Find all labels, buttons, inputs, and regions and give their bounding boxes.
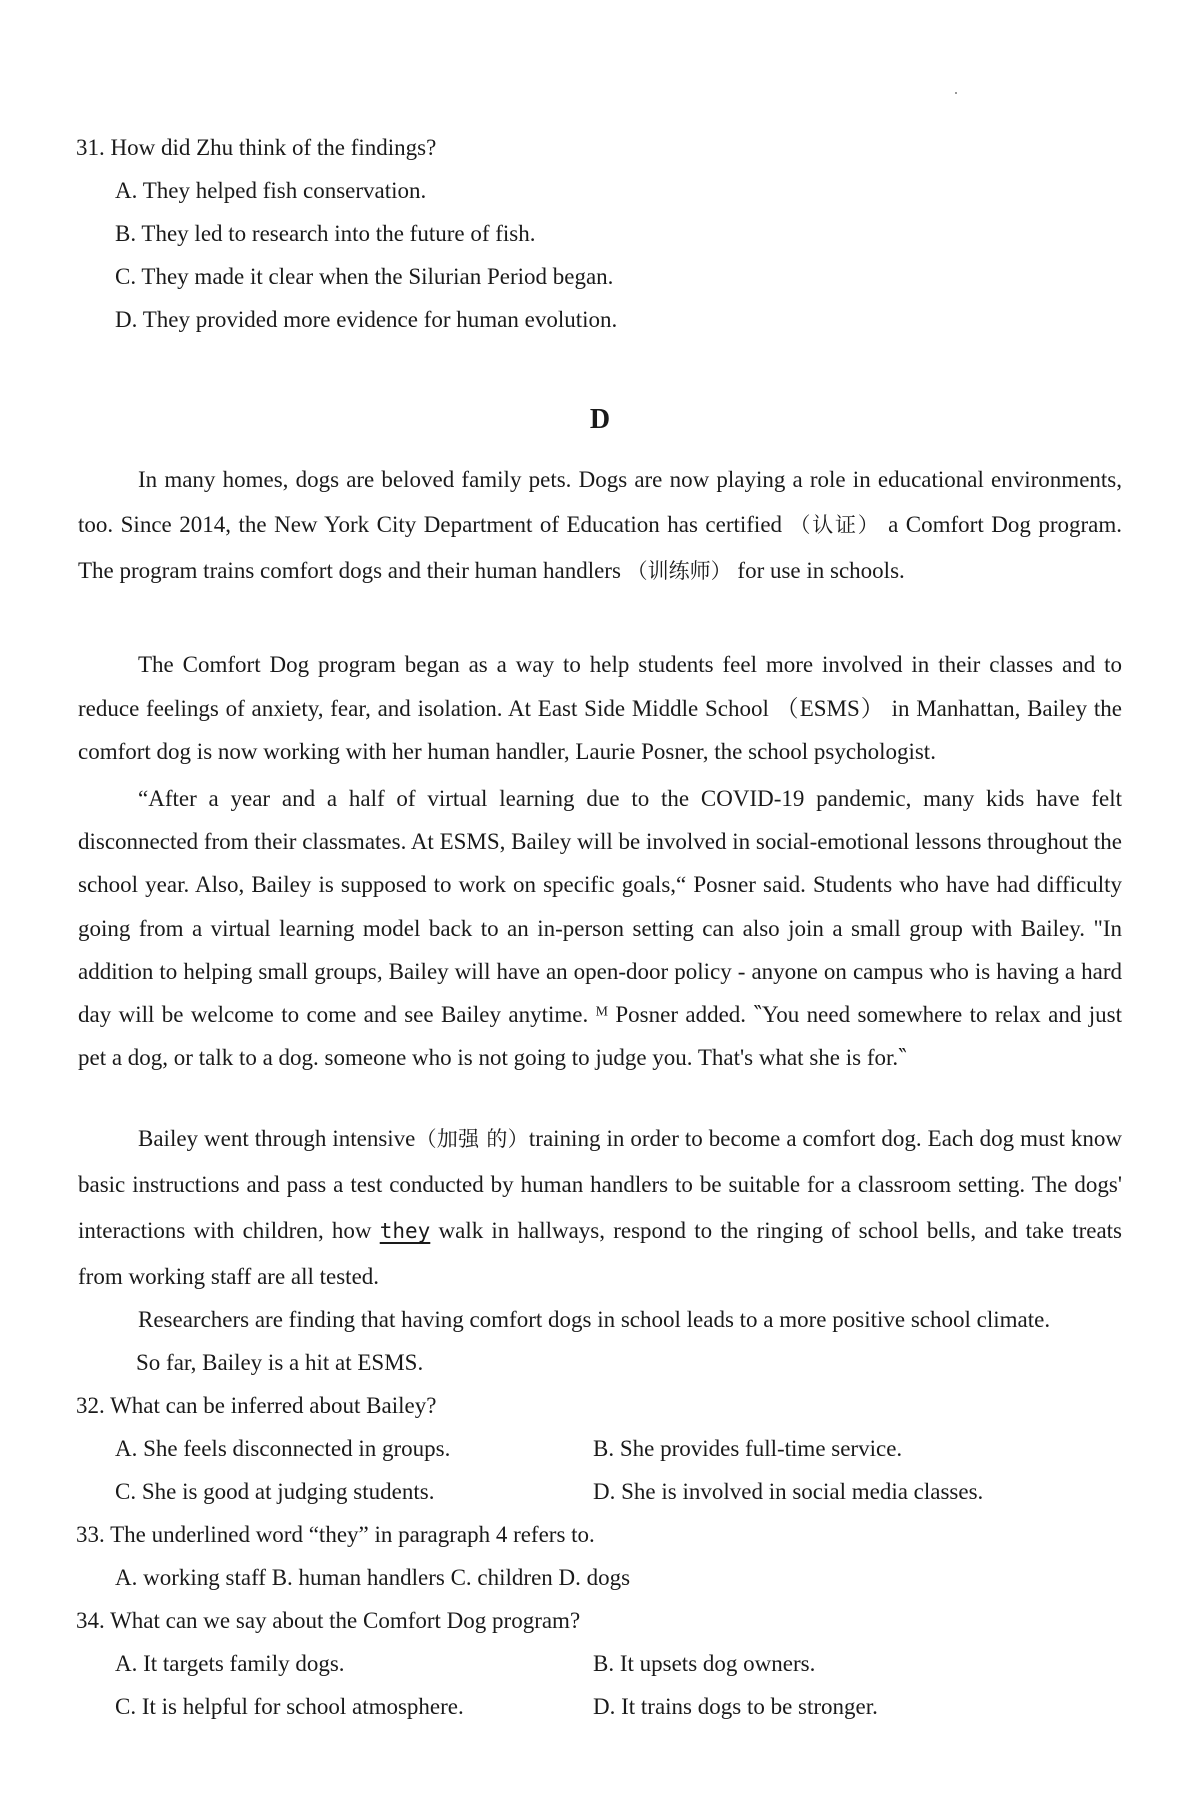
- question-33: 33. The underlined word “they” in paragraph 4 refers to.: [76, 1522, 595, 1547]
- q31-option-b: B. They led to research into the future of fish.: [115, 221, 536, 246]
- passage-paragraph-6: So far, Bailey is a hit at ESMS.: [136, 1350, 424, 1375]
- p4-gloss-intensive: （加强 的）: [415, 1127, 529, 1151]
- passage-paragraph-3: “After a year and a half of virtual learning due to the COVID-19 pandemic, many kids have felt disconnected from their classmates. At ESMS, Bailey will be involved in social-emotional lessons throughout the school year. Also, Bailey is supposed to work on specific goals,“ Posner said. Students who have had difficulty going from a virtual learning model back to an in-person setting can also join a small group with Bailey. "In addition to helping small groups, Bailey will have an open-door policy - anyone on campus who is having a hard day will be welcome to come and see Bailey anytime. ᴹ Posner added. ‶You need somewhere to relax and just pet a dog, or talk to a dog. someone who is not going to judge you. That's what she is for.‶: [78, 786, 1122, 1071]
- p1-gloss-handlers: （训练师）: [626, 559, 732, 583]
- p1-text-2: a Comfort Dog program. The program trains comfort dogs and their human handlers: [78, 512, 1122, 583]
- passage-title: D: [589, 404, 611, 435]
- p1-text-1: In many homes, dogs are beloved family pets. Dogs are now playing a role in educational environments, too. Since 2014, the New York City Department of Education has certified: [78, 467, 1122, 537]
- underlined-word-they: they: [379, 1219, 431, 1243]
- p4-text-3: walk in hallways, respond to the ringing of school bells, and take treats from working staff are all tested.: [78, 1218, 1122, 1289]
- q31-option-a: A. They helped fish conservation.: [115, 178, 427, 203]
- q34-option-d: D. It trains dogs to be stronger.: [593, 1694, 878, 1719]
- passage-paragraph-5: Researchers are finding that having comfort dogs in school leads to a more positive school climate.: [138, 1307, 1051, 1332]
- p1-gloss-certify: （认证）: [789, 513, 881, 537]
- q34-option-c: C. It is helpful for school atmosphere.: [115, 1694, 464, 1719]
- p4-text-1: Bailey went through intensive: [138, 1126, 416, 1151]
- p4-text-2: training in order to become a comfort dog. Each dog must know basic instructions and pass a test conducted by human handlers to be suitable for a classroom setting. The dogs' interactions with children, how: [78, 1126, 1122, 1243]
- q34-option-a: A. It targets family dogs.: [115, 1651, 345, 1676]
- q32-option-c: C. She is good at judging students.: [115, 1479, 435, 1504]
- question-34: 34. What can we say about the Comfort Dog program?: [76, 1608, 581, 1633]
- passage-paragraph-4: [78, 1116, 1122, 1300]
- q32-option-a: A. She feels disconnected in groups.: [115, 1436, 451, 1461]
- passage-paragraph-2: The Comfort Dog program began as a way to help students feel more involved in their classes and to reduce feelings of anxiety, fear, and isolation. At East Side Middle School （ESMS） in Manhattan, Bailey the comfort dog is now working with her human handler, Laurie Posner, the school psychologist.: [78, 652, 1122, 764]
- question-32: 32. What can be inferred about Bailey?: [76, 1393, 437, 1418]
- q32-option-d: D. She is involved in social media classes.: [593, 1479, 984, 1504]
- passage-paragraph-1: [78, 457, 1122, 594]
- scan-dot: [955, 92, 957, 94]
- p1-text-3: for use in schools.: [731, 558, 905, 583]
- q33-options: A. working staff B. human handlers C. children D. dogs: [115, 1565, 631, 1590]
- q34-option-b: B. It upsets dog owners.: [593, 1651, 816, 1676]
- q31-option-d: D. They provided more evidence for human evolution.: [115, 307, 618, 332]
- q32-option-b: B. She provides full-time service.: [593, 1436, 903, 1461]
- q31-option-c: C. They made it clear when the Silurian Period began.: [115, 264, 614, 289]
- question-31: 31. How did Zhu think of the findings?: [76, 135, 437, 160]
